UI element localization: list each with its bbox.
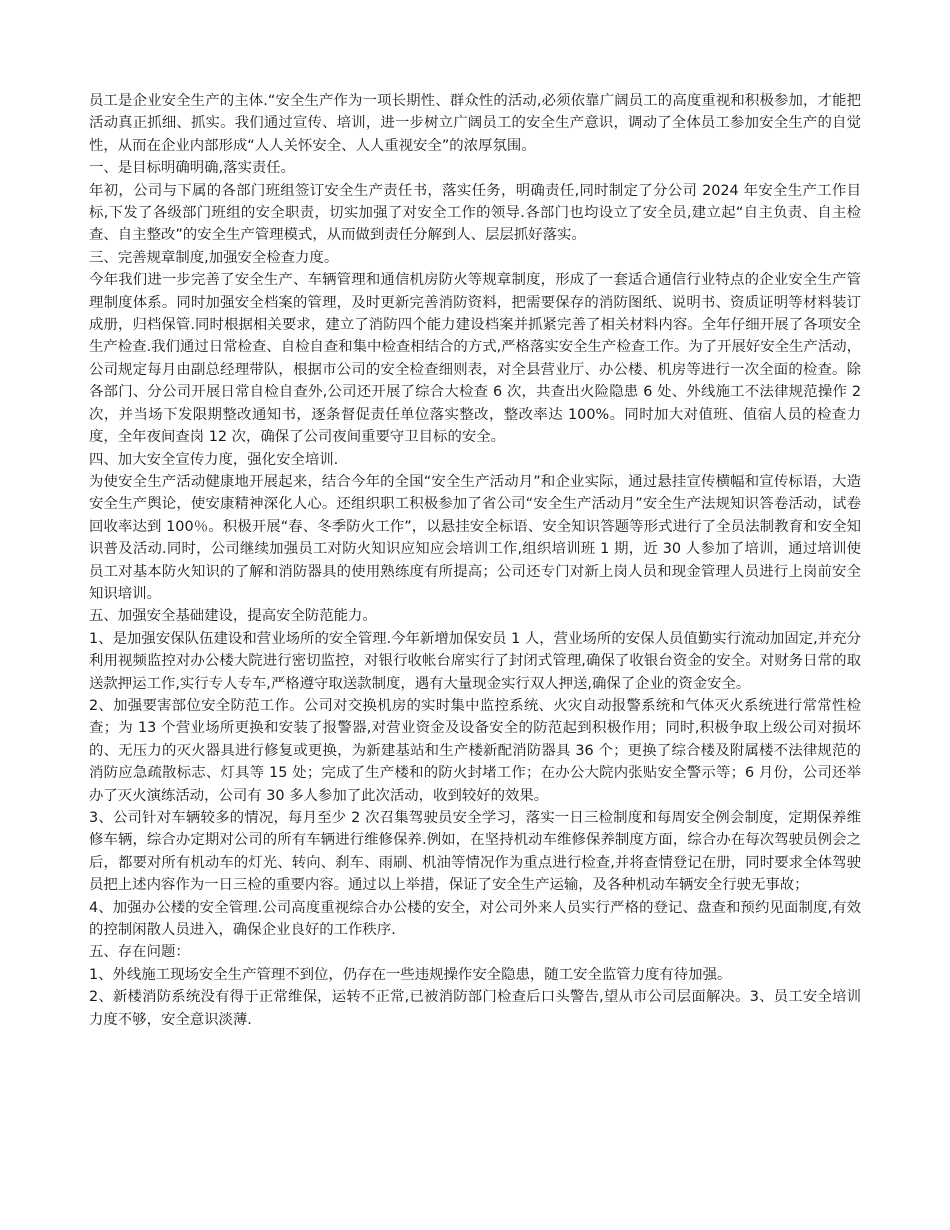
paragraph-problem-2: 2、新楼消防系统没有得于正常维保，运转不正常,已被消防部门检查后口头警告,望从市公司层面解决。3、员工安全培训力度不够，安全意识淡薄. xyxy=(89,989,861,1028)
paragraph-inspections: 今年我们进一步完善了安全生产、车辆管理和通信机房防火等规章制度，形成了一套适合通信行业特点的企业安全生产管理制度体系。同时加强安全档案的管理，及时更新完善消防资料，把需要保存的消防图纸、说明书、资质证明等材料装订成册，归档保管.同时根据相关要求，建立了消防四个能力建设档案并抓紧完善了相关材料内容。全年仔细开展了各项安全生产检查.我们通过日常检查、自检自查和集中检查相结合的方式,严格落实安全生产检查工作。为了开展好安全生产活动，公司规定每月由副总经理带队，根据市公司的安全检查细则表，对全县营业厅、办公楼、机房等进行一次全面的检查。除各部门、分公司开展日常自检自查外,公司还开展了综合大检查 6 次，共查出火险隐患 6 处、外线施工不法律规范操作 2 次，并当场下发限期整改通知书，逐条督促责任单位落实整改，整改率达 100%。同时加大对值班、值宿人员的检查力度，全年夜间查岗 12 次，确保了公司夜间重要守卫目标的安全。 xyxy=(89,272,861,446)
paragraph-responsibility: 年初，公司与下属的各部门班组签订安全生产责任书，落实任务，明确责任,同时制定了分公司 2024 年安全生产工作目标,下发了各级部门班组的安全职责，切实加强了对安全工作的领导.各部门也均设立了安全员,建立起“自主负责、自主检查、自主整改”的安全生产管理模式，从而做到责任分解到人、层层抓好落实。 xyxy=(89,182,861,244)
paragraph-item-2: 2、加强要害部位安全防范工作。公司对交换机房的实时集中监控系统、火灾自动报警系统和气体灭火系统进行常常性检查；为 13 个营业场所更换和安装了报警器,对营业资金及设备安全的防范起到积极作用；同时,积极争取上级公司对损坏的、无压力的灭火器具进行修复或更换，为新建基站和生产楼新配消防器具 36 个；更换了综合楼及附属楼不法律规范的消防应急疏散标志、灯具等 15 处；完成了生产楼和的防火封堵工作；在办公大院内张贴安全警示等；6 月份，公司还举办了灭火演练活动，公司有 30 多人参加了此次活动，收到较好的效果。 xyxy=(89,697,861,804)
section-heading-training: 四、加大安全宣传力度，强化安全培训. xyxy=(89,451,339,468)
section-heading-rules: 三、完善规章制度,加强安全检查力度。 xyxy=(89,249,339,266)
paragraph-item-1: 1、是加强安保队伍建设和营业场所的安全管理.今年新增加保安员 1 人，营业场所的安保人员值勤实行流动加固定,并充分利用视频监控对办公楼大院进行密切监控，对银行收帐台席实行了封闭式管理,确保了收银台资金的安全。对财务日常的取送款押运工作,实行专人专车,严格遵守取送款制度，遇有大量现金实行双人押送,确保了企业的资金安全。 xyxy=(89,630,861,692)
paragraph-item-3: 3、公司针对车辆较多的情况，每月至少 2 次召集驾驶员安全学习，落实一日三检制度和每周安全例会制度，定期保养维修车辆，综合办定期对公司的所有车辆进行维修保养.例如，在坚持机动车维修保养制度方面，综合办在每次驾驶员例会之后，都要对所有机动车的灯光、转向、刹车、雨刷、机油等情况作为重点进行检查,并将查情登记在册，同时要求全体驾驶员把上述内容作为一日三检的重要内容。通过以上举措，保证了安全生产运输，及各种机动车辆安全行驶无事故； xyxy=(89,810,861,894)
section-heading-problems: 五、存在问题： xyxy=(89,944,190,961)
paragraph-problem-1: 1、外线施工现场安全生产管理不到位，仍存在一些违规操作安全隐患，随工安全监管力度有待加强。 xyxy=(89,966,732,983)
section-heading-infrastructure: 五、加强安全基础建设，提高安全防范能力。 xyxy=(89,608,377,625)
paragraph-item-4: 4、加强办公楼的安全管理.公司高度重视综合办公楼的安全，对公司外来人员实行严格的登记、盘查和预约见面制度,有效的控制闲散人员进入，确保企业良好的工作秩序. xyxy=(89,899,861,939)
document-body xyxy=(89,90,861,1031)
paragraph-intro: 员工是企业安全生产的主体.“安全生产作为一项长期性、群众性的活动,必须依靠广阔员工的高度重视和积极参加，才能把活动真正抓细、抓实。我们通过宣传、培训，进一步树立广阔员工的安全生产意识，调动了全体员工参加安全生产的自觉性，从而在企业内部形成“人人关怀安全、人人重视安全”的浓厚氛围。 xyxy=(89,93,861,154)
section-heading-goals: 一、是目标明确明确,落实责任。 xyxy=(89,160,296,177)
paragraph-training: 为使安全生产活动健康地开展起来，结合今年的全国“安全生产活动月”和企业实际，通过悬挂宣传横幅和宣传标语，大造安全生产舆论，使安康精神深化人心。还组织职工积极参加了省公司“安全生产活动月”安全生产法规知识答卷活动，试卷回收率达到 100％。积极开展“春、冬季防火工作”，以悬挂安全标语、安全知识答题等形式进行了全员法制教育和安全知识普及活动.同时，公司继续加强员工对防火知识应知应会培训工作,组织培训班 1 期，近 30 人参加了培训，通过培训使员工对基本防火知识的了解和消防器具的使用熟练度有所提高；公司还专门对新上岗人员和现金管理人员进行上岗前安全知识培训。 xyxy=(89,473,861,602)
